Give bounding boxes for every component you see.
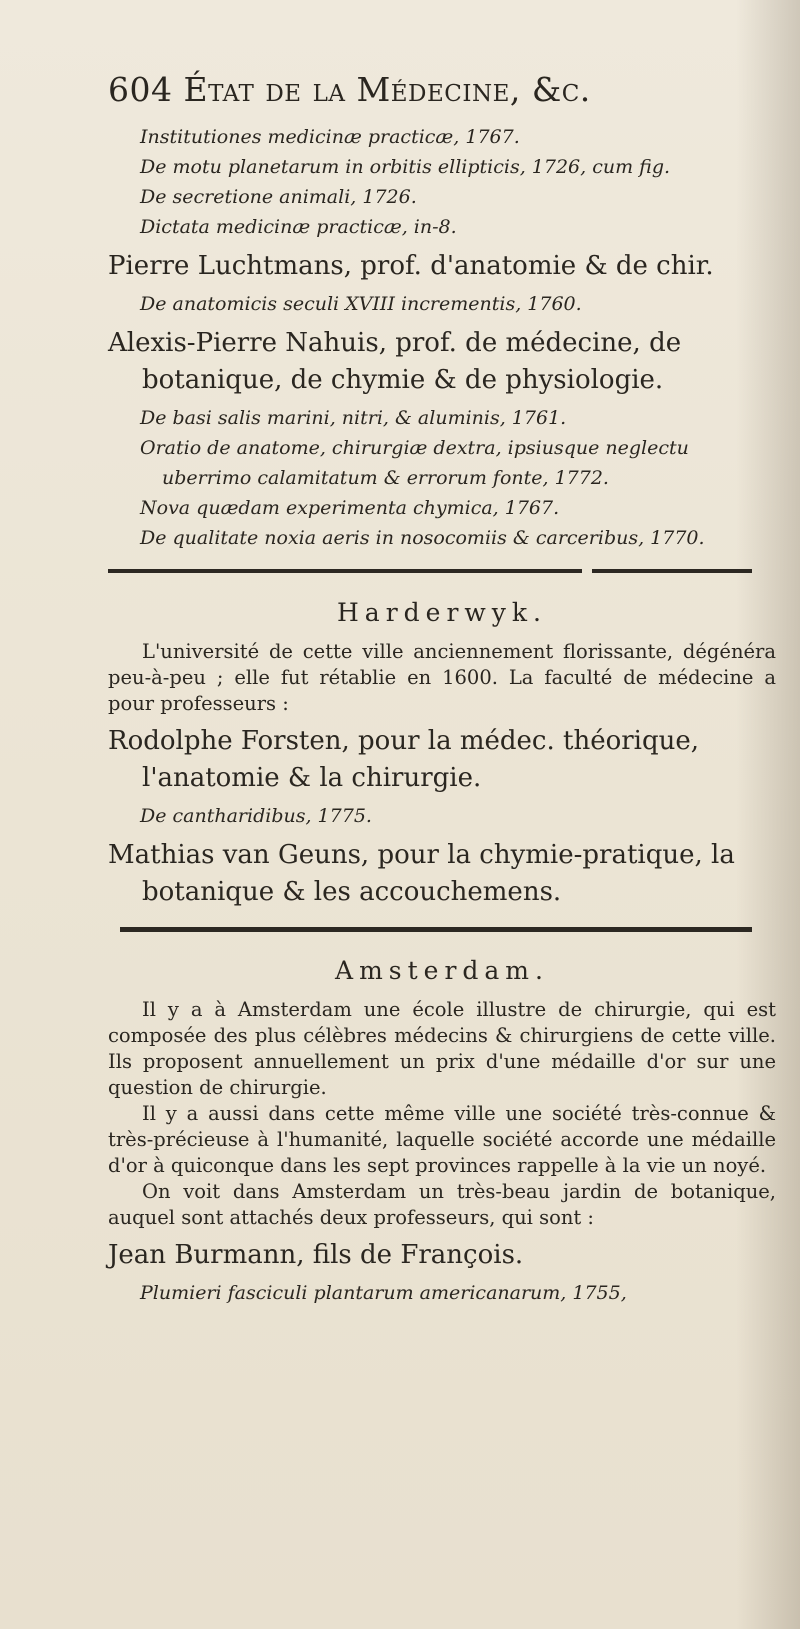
work-title: Plumieri fasciculi plantarum americanarum, 1755,: [140, 1282, 627, 1304]
work-title: De qualitate noxia aeris in nosocomiis & carceribus, 1770.: [140, 527, 705, 549]
work-title: Oratio de anatome, chirurgiæ dextra, ipsiusque neglectu uberrimo calamitatum & errorum fonte, 1772.: [140, 437, 689, 489]
professor-entry: Rodolphe Forsten, pour la médec. théorique, l'anatomie & la chirurgie.: [108, 726, 700, 793]
professor-entry: Jean Burmann, fils de François.: [108, 1240, 524, 1270]
section-divider: [108, 569, 776, 575]
professor-entry: Alexis-Pierre Nahuis, prof. de médecine, de botanique, de chymie & de physiologie.: [108, 328, 682, 395]
work-title: De cantharidibus, 1775.: [140, 805, 372, 827]
paragraph: L'université de cette ville anciennement florissante, dégénéra peu-à-peu ; elle fut rétablie en 1600. La faculté de médecine a pour professeurs :: [108, 640, 776, 715]
running-title: État de la Médecine, &c.: [183, 70, 591, 109]
professor-entry: Pierre Luchtmans, prof. d'anatomie & de chir.: [108, 251, 714, 281]
work-title: Nova quædam experimenta chymica, 1767.: [140, 497, 560, 519]
paragraph: Il y a aussi dans cette même ville une société très-connue & très-précieuse à l'humanité, laquelle société accorde une médaille d'or à quiconque dans les sept provinces rappelle à la vie un noyé.: [108, 1102, 776, 1177]
section-heading-harderwyk: Harderwyk.: [336, 598, 548, 627]
work-title: Dictata medicinæ practicæ, in-8.: [140, 216, 457, 238]
work-title: De basi salis marini, nitri, & aluminis, 1761.: [140, 407, 567, 429]
professor-entry: Mathias van Geuns, pour la chymie-pratique, la botanique & les accouchemens.: [108, 840, 735, 907]
work-title: De anatomicis seculi XVIII incrementis, 1760.: [140, 293, 582, 315]
section-heading-amsterdam: Amsterdam.: [335, 956, 549, 985]
page-content: [108, 60, 776, 1308]
work-title: Institutiones medicinæ practicæ, 1767.: [140, 126, 520, 148]
title-list-1: [108, 122, 776, 242]
paragraph: Il y a à Amsterdam une école illustre de chirurgie, qui est composée des plus célèbres médecins & chirurgiens de cette ville. Ils proposent annuellement un prix d'une médaille d'or sur une question de chirurgie.: [108, 998, 776, 1099]
page-number: 604: [108, 70, 173, 109]
running-head: [108, 60, 776, 120]
section-divider: [108, 927, 776, 933]
work-title: De secretione animali, 1726.: [140, 186, 417, 208]
paragraph: On voit dans Amsterdam un très-beau jardin de botanique, auquel sont attachés deux professeurs, qui sont :: [108, 1180, 776, 1229]
work-title: De motu planetarum in orbitis ellipticis, 1726, cum fig.: [140, 156, 671, 178]
